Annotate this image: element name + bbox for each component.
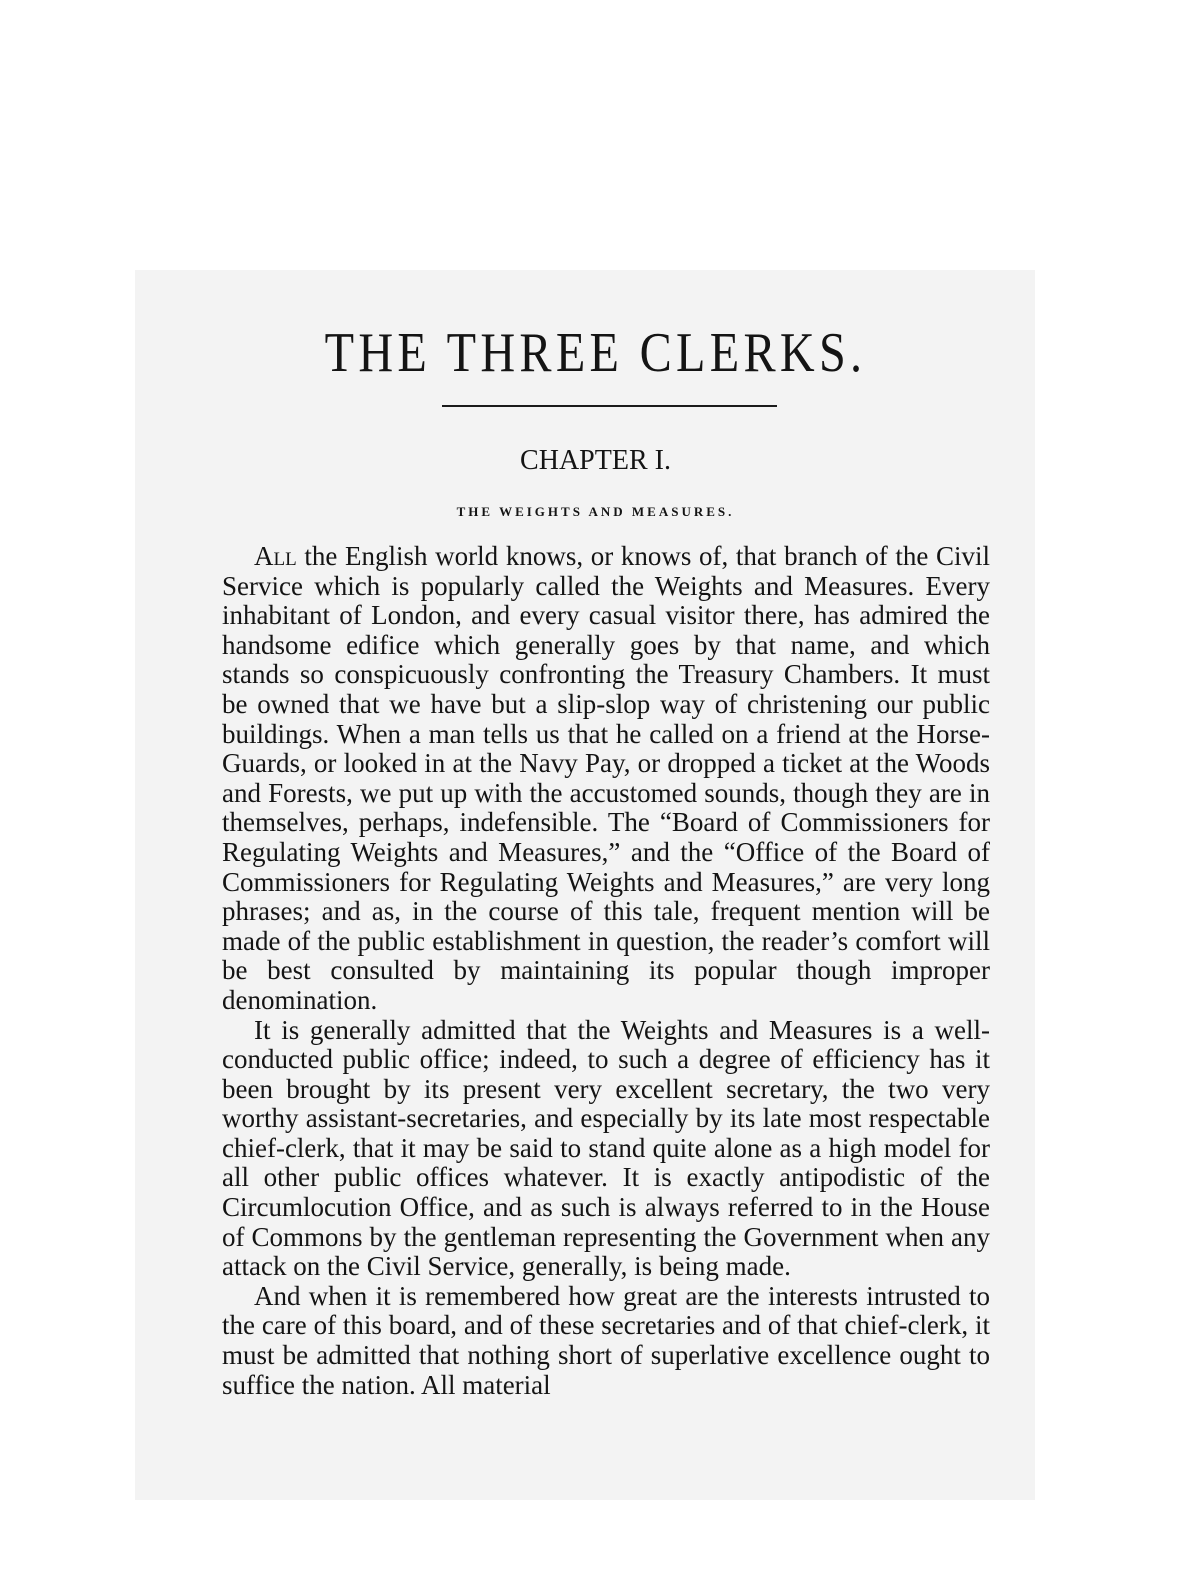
chapter-body <box>222 542 990 1400</box>
chapter-subtitle: THE WEIGHTS AND MEASURES. <box>456 504 735 519</box>
paragraph-text: the English world knows, or knows of, that branch of the Civil Service which is popularly called the Weights and Measures. Every inhabitant of London, and every casual visitor there, has admired the handsome edifice which generally goes by that name, and which stands so conspicuously confronting the Treasury Chambers. It must be owned that we have but a slip-slop way of christening our public buildings. When a man tells us that he called on a friend at the Horse-Guards, or looked in at the Navy Pay, or dropped a ticket at the Woods and Forests, we put up with the accustomed sounds, though they are in themselves, perhaps, indefensible. The “Board of Commissioners for Regulating Weights and Measures,” and the “Office of the Board of Commissioners for Regulating Weights and Measures,” are very long phrases; and as, in the course of this tale, frequent mention will be made of the public establishment in question, the reader’s comfort will be best consulted by maintaining its popular though improper denomination. <box>222 541 990 1015</box>
paragraph-text: It is generally admitted that the Weights and Measures is a well-conducted public office; indeed, to such a degree of efficiency has it been brought by its present very excellent secretary, the two very worthy assistant-secretaries, and especially by its late most respectable chief-clerk, that it may be said to stand quite alone as a high model for all other public offices whatever. It is exactly antipodistic of the Circumlocution Office, and as such is always referred to in the House of Commons by the gentleman representing the Government when any attack on the Civil Service, generally, is being made. <box>222 1014 990 1282</box>
chapter-heading: CHAPTER I. <box>520 445 671 476</box>
paragraph <box>222 1282 990 1400</box>
paragraph <box>222 542 990 1016</box>
paragraph-text: And when it is remembered how great are the interests intrusted to the care of this board, and of these secretaries and of that chief-clerk, it must be admitted that nothing short of superlative excellence ought to suffice the nation. All material <box>222 1280 990 1400</box>
title-divider <box>442 405 777 407</box>
paragraph <box>222 1016 990 1282</box>
book-title: THE THREE CLERKS. <box>324 322 867 384</box>
paragraph-lead-word: All <box>254 541 297 571</box>
